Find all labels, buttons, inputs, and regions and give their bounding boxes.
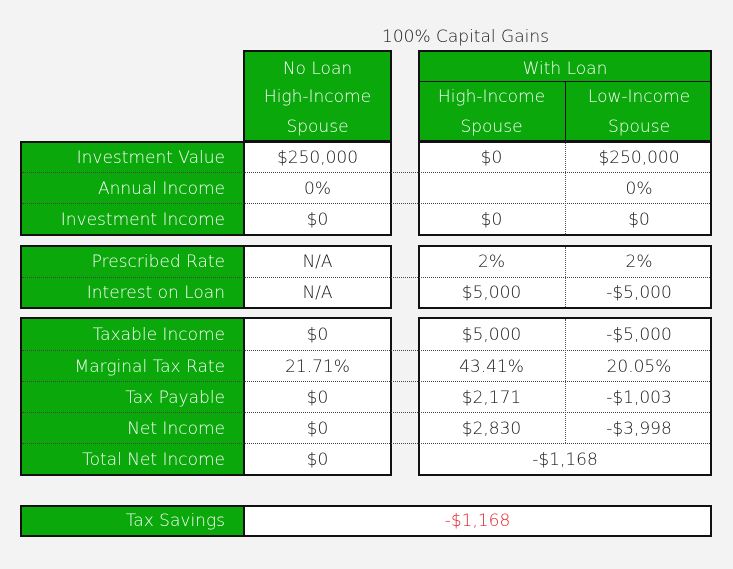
with-loan-high-l2: Spouse	[460, 117, 523, 137]
sheet-title: 100% Capital Gains	[382, 27, 549, 47]
row-label-investment-value: Investment Value	[76, 148, 225, 168]
cell-taxable-income-low: -$5,000	[606, 324, 672, 345]
tax-savings-value: -$1,168	[444, 511, 511, 531]
cell-total-net-income-with-loan: -$1,168	[532, 449, 598, 470]
row-label-total-net-income: Total Net Income	[82, 449, 225, 470]
row-label-net-income: Net Income	[127, 418, 225, 439]
cell-investment-income-no-loan: $0	[306, 210, 329, 230]
row-label-interest-on-loan: Interest on Loan	[86, 283, 225, 303]
with-loan-high-l1: High-Income	[437, 87, 546, 107]
cell-investment-income-low: $0	[628, 210, 650, 230]
cell-investment-value-no-loan: $250,000	[276, 148, 359, 168]
tax-savings-label: Tax Savings	[125, 511, 225, 531]
row-label-tax-payable: Tax Payable	[125, 387, 225, 408]
row-label-investment-income: Investment Income	[60, 210, 225, 230]
with-loan-low-l2: Spouse	[607, 117, 671, 137]
with-loan-low-l1: Low-Income	[587, 87, 691, 107]
with-loan-title: With Loan	[522, 59, 608, 79]
cell-investment-income-high: $0	[480, 210, 503, 230]
row-label-annual-income: Annual Income	[97, 179, 225, 199]
cell-annual-income-low: 0%	[625, 179, 653, 199]
cell-net-income-no-loan: $0	[306, 418, 329, 439]
cell-taxable-income-no-loan: $0	[306, 324, 329, 345]
cell-tax-payable-low: -$1,003	[606, 387, 672, 408]
cell-interest-on-loan-high: $5,000	[461, 283, 522, 303]
cell-annual-income-high	[418, 174, 565, 204]
cell-prescribed-rate-no-loan: N/A	[302, 252, 333, 272]
cell-annual-income-no-loan: 0%	[304, 179, 331, 199]
cell-total-net-income-no-loan: $0	[306, 449, 329, 470]
cell-net-income-low: -$3,998	[606, 418, 672, 439]
row-label-prescribed-rate: Prescribed Rate	[91, 252, 225, 272]
cell-investment-value-high: $0	[480, 148, 503, 168]
cell-tax-payable-high: $2,171	[461, 387, 522, 408]
no-loan-col-l1: High-Income	[263, 87, 372, 107]
cell-interest-on-loan-low: -$5,000	[606, 283, 672, 303]
cell-prescribed-rate-high: 2%	[478, 252, 505, 272]
cell-marginal-tax-rate-low: 20.05%	[606, 356, 672, 377]
cell-marginal-tax-rate-high: 43.41%	[459, 356, 524, 377]
cell-net-income-high: $2,830	[461, 418, 522, 439]
row-label-taxable-income: Taxable Income	[92, 324, 225, 345]
cell-taxable-income-high: $5,000	[461, 324, 522, 345]
cell-interest-on-loan-no-loan: N/A	[302, 283, 333, 303]
cell-prescribed-rate-low: 2%	[625, 252, 653, 272]
no-loan-col-l2: Spouse	[286, 117, 349, 137]
cell-investment-value-low: $250,000	[598, 148, 680, 168]
cell-marginal-tax-rate-no-loan: 21.71%	[285, 356, 350, 377]
no-loan-title: No Loan	[282, 59, 353, 79]
cell-tax-payable-no-loan: $0	[306, 387, 329, 408]
row-label-marginal-tax-rate: Marginal Tax Rate	[74, 356, 225, 377]
